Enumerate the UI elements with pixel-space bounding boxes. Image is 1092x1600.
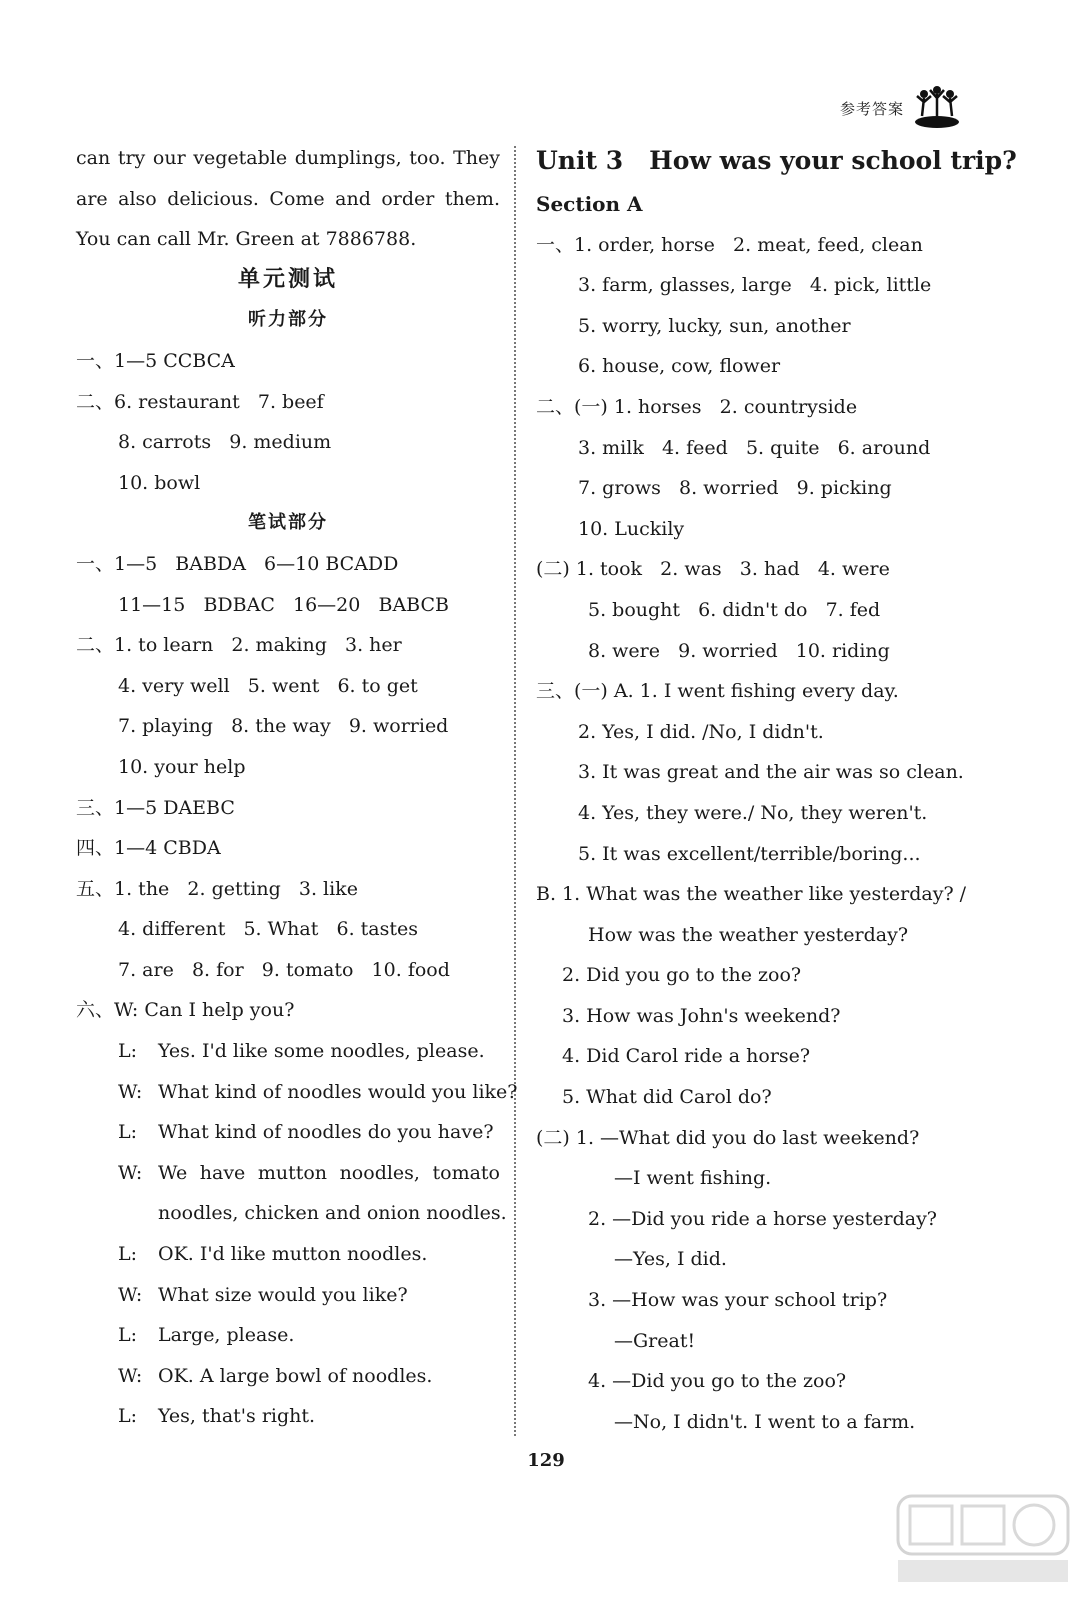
figures-logo-icon <box>914 84 960 130</box>
dialog-line <box>76 1315 500 1356</box>
dialog-text: We have mutton noodles, tomato <box>158 1161 500 1184</box>
watermark-stamp <box>888 1488 1078 1588</box>
speaker: L: <box>118 1243 138 1266</box>
speaker: W: <box>118 1161 143 1184</box>
answer-line: 4. Did Carol ride a horse? <box>562 1045 811 1068</box>
speaker: L: <box>118 1324 138 1347</box>
dialog-text: What size would you like? <box>158 1283 408 1306</box>
answer-line: —No, I didn't. I went to a farm. <box>614 1410 916 1433</box>
answer-line: 3. —How was your school trip? <box>588 1289 888 1312</box>
answer-line: 4. —Did you go to the zoo? <box>588 1370 847 1393</box>
dialog-text: Can I help you? <box>144 999 295 1022</box>
answer-line <box>76 422 500 463</box>
header-label: 参考答案 <box>840 100 905 118</box>
answer-line: 二、(一) 1. horses 2. countryside <box>536 395 858 418</box>
dialog-text: What kind of noodles do you have? <box>158 1121 494 1144</box>
answer-line: (二) 1. —What did you do last weekend? <box>536 1126 920 1149</box>
answer-line <box>76 828 500 869</box>
answer-line: How was the weather yesterday? <box>588 923 909 946</box>
item-text: 1—5 BABDA 6—10 BCADD <box>114 552 399 575</box>
item-text: 10. bowl <box>118 471 201 494</box>
answer-line: —Yes, I did. <box>614 1248 727 1271</box>
answer-line: B. 1. What was the weather like yesterday? / <box>536 883 967 906</box>
item-text: 1—4 CBDA <box>114 837 221 860</box>
dialog-line <box>76 1396 500 1437</box>
item-text: 6. restaurant 7. beef <box>114 390 324 413</box>
dialog-text: Yes. I'd like some noodles, please. <box>158 1040 485 1063</box>
listening-heading: 听力部分 <box>248 309 328 331</box>
item-text: 1. the 2. getting 3. like <box>114 877 358 900</box>
item-number: 二、 <box>76 634 115 657</box>
speaker: L: <box>118 1040 138 1063</box>
right-column <box>536 138 1017 1442</box>
left-column <box>76 138 518 1437</box>
answer-line: 3. farm, glasses, large 4. pick, little <box>578 274 932 297</box>
answer-line: 10. Luckily <box>578 517 685 540</box>
column-divider <box>514 146 516 1436</box>
dialog-line <box>76 990 500 1031</box>
answer-line <box>76 869 500 910</box>
answer-line: 7. grows 8. worried 9. picking <box>578 477 892 500</box>
item-text: 8. carrots 9. medium <box>118 431 332 454</box>
item-text: 4. very well 5. went 6. to get <box>118 674 418 697</box>
answer-line: 2. Yes, I did. /No, I didn't. <box>578 720 824 743</box>
answer-line: 三、(一) A. 1. I went fishing every day. <box>536 680 899 703</box>
answer-line <box>76 788 500 829</box>
speaker: W: <box>118 1283 143 1306</box>
dialog-line <box>76 1356 500 1397</box>
answer-line <box>76 747 500 788</box>
answer-line <box>76 544 500 585</box>
item-text: 1—5 CCBCA <box>114 349 235 372</box>
answer-line <box>76 909 500 950</box>
answer-line: 5. What did Carol do? <box>562 1086 772 1109</box>
page-header <box>820 84 970 134</box>
answer-line: 8. were 9. worried 10. riding <box>588 639 890 662</box>
answer-line: 4. Yes, they were./ No, they weren't. <box>578 801 928 824</box>
item-number: 三、 <box>76 796 115 819</box>
answer-line: 6. house, cow, flower <box>578 355 781 378</box>
unit-heading <box>536 138 1017 184</box>
dialog-text: OK. I'd like mutton noodles. <box>158 1243 428 1266</box>
answer-line: 2. Did you go to the zoo? <box>562 964 802 987</box>
answer-line <box>76 666 500 707</box>
item-text: 1—5 DAEBC <box>114 796 235 819</box>
item-number: 一、 <box>76 349 115 372</box>
dialog-text: noodles, chicken and onion noodles. <box>158 1202 507 1225</box>
unit-title: How was your school trip? <box>649 146 1017 175</box>
writing-heading: 笔试部分 <box>248 512 328 534</box>
dialog-text: Large, please. <box>158 1324 295 1347</box>
dialog-line <box>76 1234 500 1275</box>
item-number: 一、 <box>76 552 115 575</box>
speaker: W: <box>114 999 139 1022</box>
answer-line <box>76 382 500 423</box>
unit-label: Unit 3 <box>536 146 624 175</box>
item-text: 10. your help <box>118 755 246 778</box>
item-number: 六、 <box>76 999 115 1022</box>
right-answer-list <box>536 225 966 1443</box>
intro-line: are also delicious. Come and order them. <box>76 187 500 210</box>
answer-line <box>76 625 500 666</box>
item-text: 7. playing 8. the way 9. worried <box>118 715 449 738</box>
answer-line: 3. It was great and the air was so clean. <box>578 761 964 784</box>
dialog-line <box>76 1112 500 1153</box>
item-text: 1. to learn 2. making 3. her <box>114 634 402 657</box>
answer-line: 3. milk 4. feed 5. quite 6. around <box>578 436 931 459</box>
answer-line: —Great! <box>614 1329 696 1352</box>
dialog-line <box>76 1153 500 1194</box>
answer-line: 5. It was excellent/terrible/boring... <box>578 842 921 865</box>
answer-line: 5. worry, lucky, sun, another <box>578 314 851 337</box>
answer-line: (二) 1. took 2. was 3. had 4. were <box>536 558 890 581</box>
intro-line: can try our vegetable dumplings, too. They <box>76 147 500 169</box>
answer-line: 5. bought 6. didn't do 7. fed <box>588 598 881 621</box>
dialog-line <box>76 1072 518 1113</box>
intro-line: You can call Mr. Green at 7886788. <box>76 228 417 251</box>
dialog-line <box>76 1031 500 1072</box>
item-number: 五、 <box>76 877 115 900</box>
dialog-line <box>76 1275 500 1316</box>
speaker: L: <box>118 1121 138 1144</box>
item-text: 11—15 BDBAC 16—20 BABCB <box>118 593 449 616</box>
unit-test-title: 单元测试 <box>237 266 338 292</box>
speaker: W: <box>118 1364 143 1387</box>
dialog-text: OK. A large bowl of noodles. <box>158 1364 433 1387</box>
speaker: W: <box>118 1080 143 1103</box>
item-number: 二、 <box>76 390 115 413</box>
item-text: 7. are 8. for 9. tomato 10. food <box>118 958 450 981</box>
page-number: 129 <box>527 1450 565 1471</box>
answer-line: 2. —Did you ride a horse yesterday? <box>588 1207 937 1230</box>
section-heading: Section A <box>536 192 643 216</box>
speaker: L: <box>118 1405 138 1428</box>
answer-line: 3. How was John's weekend? <box>562 1004 841 1027</box>
item-text: 4. different 5. What 6. tastes <box>118 918 418 941</box>
answer-line: 一、1. order, horse 2. meat, feed, clean <box>536 233 923 256</box>
answer-line <box>76 585 500 626</box>
dialog-line <box>76 1193 507 1234</box>
item-number: 四、 <box>76 837 115 860</box>
answer-line <box>76 463 500 504</box>
dialog-text: What kind of noodles would you like? <box>158 1080 518 1103</box>
answer-line <box>76 950 500 991</box>
answer-line <box>76 706 500 747</box>
answer-line: —I went fishing. <box>614 1167 772 1190</box>
answer-line <box>76 341 500 382</box>
dialog-text: Yes, that's right. <box>158 1405 316 1428</box>
